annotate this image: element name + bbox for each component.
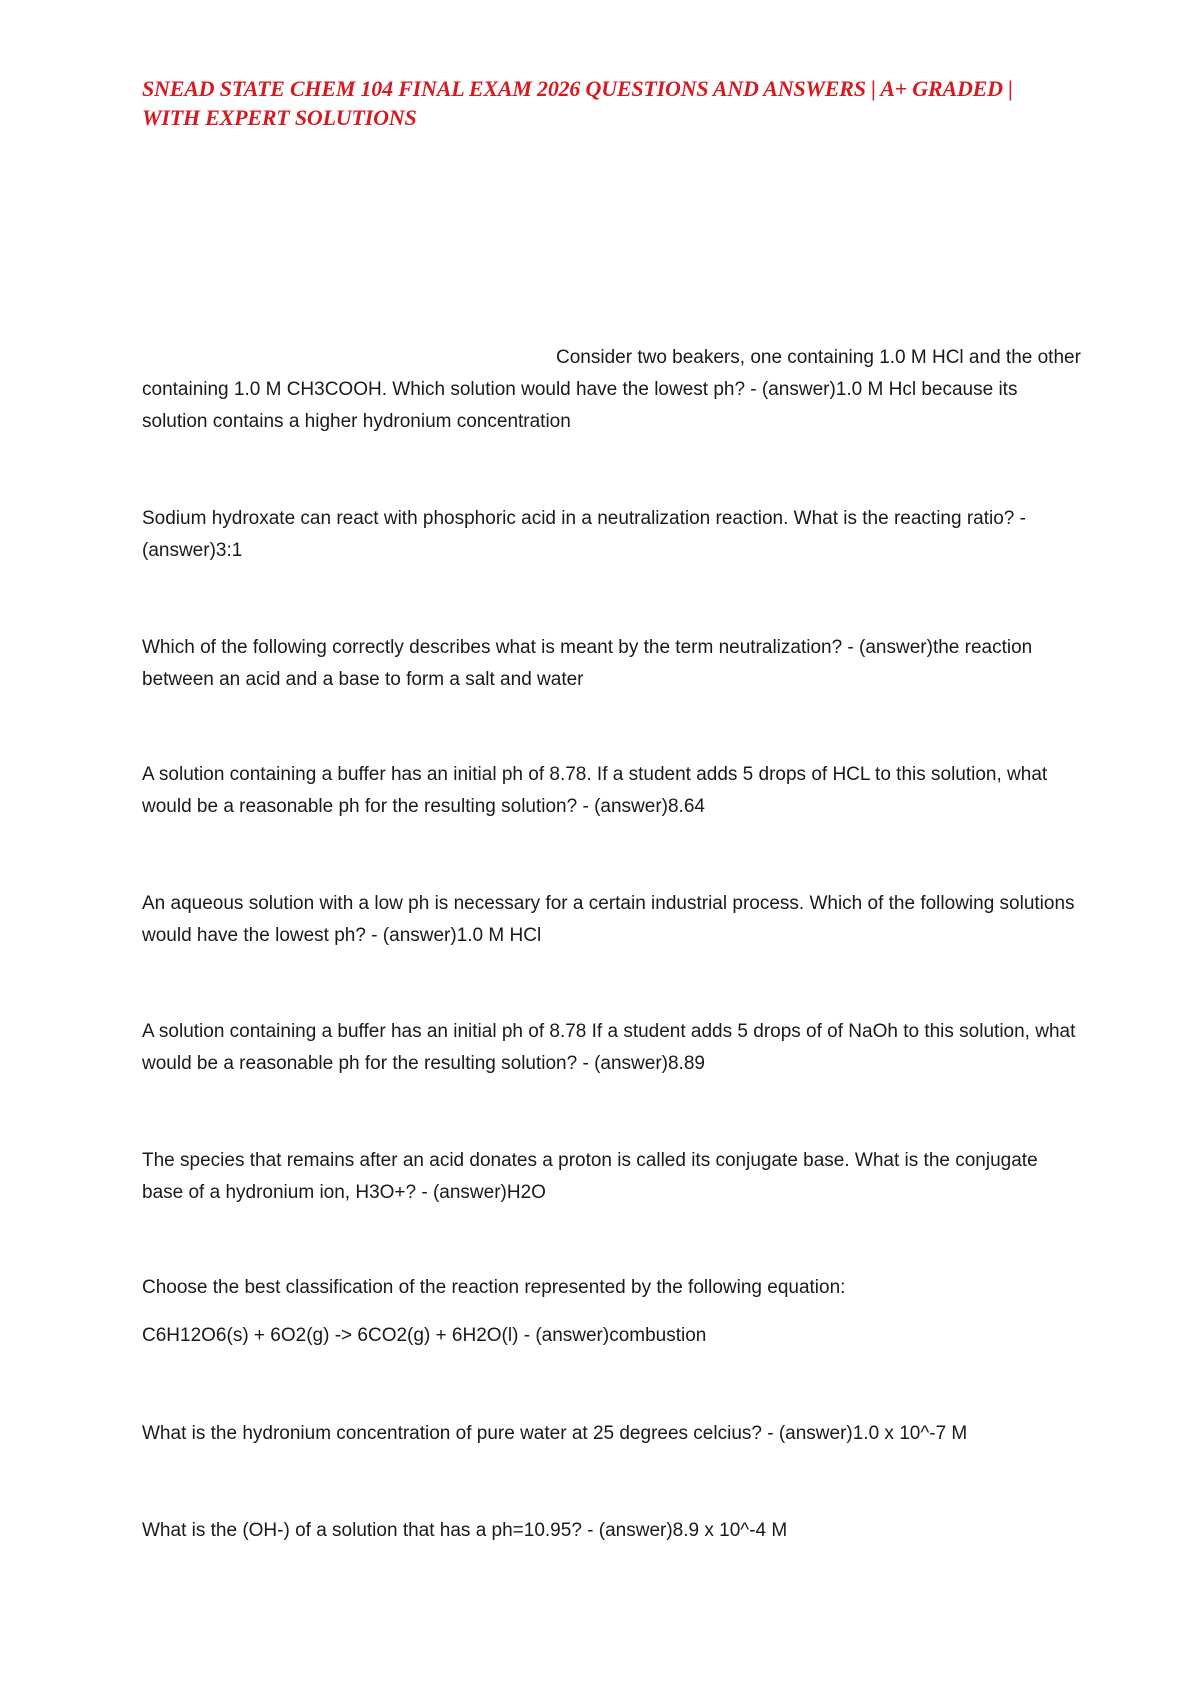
qa-item-9 [142, 1418, 1082, 1450]
qa-text: An aqueous solution with a low ph is necessary for a certain industrial process. Which of the following solutions would have the lowest ph? - (answer)1.0 M HCl [142, 893, 1075, 946]
qa-text: Choose the best classification of the reaction represented by the following equation: [142, 1277, 846, 1298]
qa-text: A solution containing a buffer has an initial ph of 8.78 If a student adds 5 drops of of NaOh to this solution, what would be a reasonable ph for the resulting solution? - (answer)8.89 [142, 1021, 1076, 1074]
qa-text: What is the (OH-) of a solution that has a ph=10.95? - (answer)8.9 x 10^-4 M [142, 1520, 788, 1541]
qa-text: Consider two beakers, one containing 1.0 M HCl and the other containing 1.0 M CH3COOH. Which solution would have the lowest ph? - (answer)1.0 M Hcl because its solution contains a higher hydronium concentration [142, 347, 1081, 432]
qa-item-4 [142, 759, 1082, 823]
qa-item-6 [142, 1016, 1082, 1080]
qa-text: The species that remains after an acid donates a proton is called its conjugate base. What is the conjugate base of a hydronium ion, H3O+? - (answer)H2O [142, 1150, 1038, 1203]
qa-item-7 [142, 1145, 1082, 1209]
qa-text: Sodium hydroxate can react with phosphoric acid in a neutralization reaction. What is the reacting ratio? - (answer)3:1 [142, 508, 1026, 561]
qa-text: What is the hydronium concentration of pure water at 25 degrees celcius? - (answer)1.0 x 10^-7 M [142, 1423, 968, 1444]
qa-item-1 [142, 342, 1082, 438]
document-title: SNEAD STATE CHEM 104 FINAL EXAM 2026 QUESTIONS AND ANSWERS | A+ GRADED | WITH EXPERT SOLUTIONS [142, 76, 1013, 130]
chemical-equation: C6H12O6(s) + 6O2(g) -> 6CO2(g) + 6H2O(l) - (answer)combustion [142, 1325, 707, 1346]
qa-item-5 [142, 888, 1082, 952]
qa-item-8 [142, 1272, 1082, 1352]
qa-item-10 [142, 1515, 1082, 1547]
qa-text: A solution containing a buffer has an initial ph of 8.78. If a student adds 5 drops of HCL to this solution, what would be a reasonable ph for the resulting solution? - (answer)8.64 [142, 764, 1048, 817]
qa-text: Which of the following correctly describes what is meant by the term neutralization? - (answer)the reaction between an acid and a base to form a salt and water [142, 637, 1033, 690]
qa-item-3 [142, 632, 1082, 696]
qa-item-2 [142, 503, 1082, 567]
